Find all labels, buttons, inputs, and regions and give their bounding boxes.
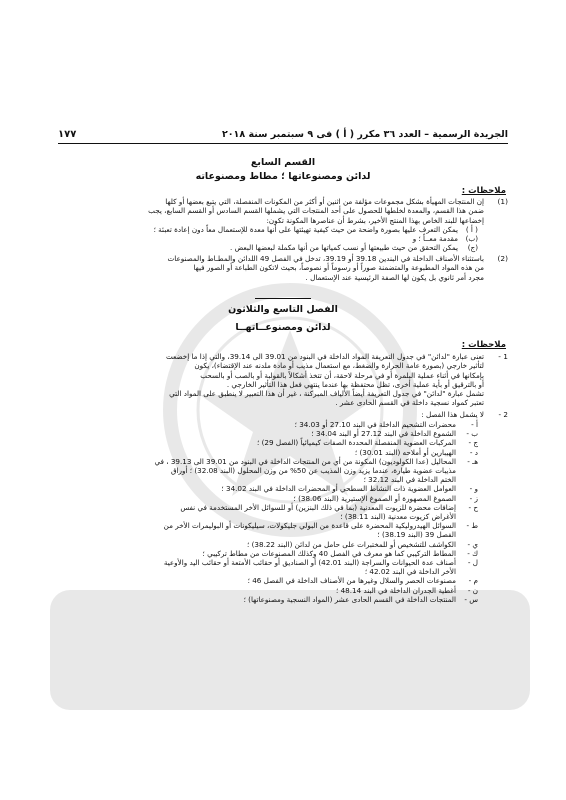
exclusion-item-text: الختم الداخلة في البند 32.12 ؛ — [363, 475, 456, 485]
chapter-note-1-line: تشمل عبارة "لدائن" في جدول التعريفة أيضاً الألياف المبركنة ، غير أن هذا التعبير لا ينطبق على المواد التي — [169, 389, 484, 399]
section-note-2-line: باستثناء الأصناف الداخلة في البندين 39.18 أو 39.19، تدخل في الفصل 49 اللدائن والمطـاط والمصنوعات — [167, 254, 484, 263]
exclusion-item-text: إضافات محضرة للزيوت المعدنية (بما في ذلك البنزين) أو للسوائل الأخر المستخدمة في نفس — [180, 502, 456, 512]
exclusion-item-label: ح - — [468, 502, 478, 512]
section-sub-b-label: (ب) — [465, 234, 478, 243]
exclusion-item-label: هـ - — [467, 456, 478, 466]
section-note-1-number: (1) — [497, 197, 508, 206]
chapter-title: الفصل التاسع والثلاثون — [228, 304, 338, 315]
section-sub-b: مقدمة معــاً ؛ و — [412, 234, 458, 243]
exclusion-item-label: د - — [469, 447, 478, 457]
exclusion-item-text: محضرات التشحيم الداخلة في البند 27.10 أو 34.03 ؛ — [294, 420, 456, 429]
page-number: ١٧٧ — [58, 128, 77, 140]
section-sub-a: يمكن التعرف عليها بصورة واضحة من حيث كيفية تهيئتها على أنها معدة للإستعمال معاً دون إعادة تعبئة ؛ — [153, 225, 458, 234]
section-sub-a-label: ( أ ) — [465, 225, 478, 234]
section-title: القسم السابع — [250, 157, 316, 168]
section-sub-c: يمكن التحقق من حيث طبيعتها أو نسب كمياتها من أنها مكملة لبعضها البعض . — [230, 243, 458, 252]
chapter-note-1-line: تعنى عبارة "لدائن" في جدول التعريفة المواد الداخلة في البنود من 39.01 الى 39.14، والتي إذا ما إخضعت — [166, 352, 484, 361]
section-sub-c-label: (ج) — [467, 243, 478, 252]
section-note-1-line: إن المنتجات المهيأة بشكل مجموعات مؤلفة من اثنين أو أكثر من المكونات المنفصلة، التي يتبع بعضها أو كلها — [165, 197, 484, 206]
exclusion-item-label: أ - — [471, 420, 478, 429]
exclusion-item-label: م - — [468, 576, 478, 586]
header-rule — [58, 143, 508, 144]
exclusion-item-text: المنتجات الداخلة في القسم الحادى عشر (المواد النسجية ومصنوعاتها) ؛ — [243, 594, 456, 604]
divider-rule — [255, 298, 311, 299]
exclusion-item-text: أغطية الجدران الداخلة في البند 48.14 ؛ — [336, 585, 456, 595]
section-subtitle: لدائن ومصنوعاتها ؛ مطاط ومصنوعاته — [195, 171, 371, 182]
exclusion-item-text: المركبات العضوية المنفصلة المحددة الصفات كيميائياً (الفصل 29) ؛ — [257, 438, 456, 448]
section-note-2-line: مجرد أمر ثانوي بل يكون لها الصفة الرئيسية عند الإستعمال . — [305, 272, 484, 282]
exclusion-item-text: الهيبارين أو أملاحه (البند 30.01) ؛ — [354, 447, 456, 457]
exclusion-item-text: الشموع الداخلة في البند 27.12 أو البند 34.04 ؛ — [311, 429, 456, 439]
exclusion-item-text: السوائل الهيدروليكية المحضرة على قاعدة من البولي جليكولات، سيليكونات أو البوليمرات الأخر من — [163, 521, 456, 531]
exclusion-item-text: العوامل العضوية ذات النشاط السطحي أو المحضرات الداخلة في البند 34.02 ؛ — [221, 484, 456, 494]
exclusion-item-text: الأخر الداخلة في البند 42.02 ؛ — [364, 567, 456, 577]
chapter-note-1-line: بإمكانها في أثناء عملية البلمرة أو في مرحلة لاحقة، أن تتخذ أشكالاً بالقولبة أو بالصب أو بالسحب — [200, 370, 484, 380]
chapter-note-1-line: لتأثير خارجي (بصورة عامة الحرارة والضغط، مع استعمال مذيب أو مادة ملدنه عند الإقتضاء)، يكون — [194, 361, 484, 371]
section-notes-heading: ملاحظات : — [461, 186, 506, 196]
chapter-notes-heading: ملاحظات : — [461, 340, 506, 350]
exclusion-item-label: ب - — [466, 429, 478, 439]
section-note-1-line: ضمن هذا القسم، والمعدة لخلطها للحصول على أحد المنتجات التي يشملها القسم السادس أو القسم السابع، يجب — [148, 206, 484, 216]
exclusion-item-label: ن - — [467, 585, 478, 595]
exclusion-item-label: س - — [464, 594, 478, 604]
chapter-note-2-intro: لا يشمل هذا الفصل : — [421, 410, 484, 419]
chapter-note-2-number: 2 - — [498, 410, 508, 419]
exclusion-item-text: مذيبات عضوية طيارة، عندما يزيد وزن المذيب عن 50% من وزن المحلول (البند 32.08) ؛ أوراق — [170, 466, 456, 475]
exclusion-item-label: ج - — [468, 438, 478, 448]
chapter-note-1-number: 1 - — [498, 352, 508, 361]
page-header — [58, 127, 508, 141]
exclusion-item-label: ي - — [467, 539, 478, 549]
exclusion-item-text: الأغراض كزيوت معدنية (البند 38.11) ؛ — [340, 512, 456, 521]
section-note-2 — [60, 254, 506, 282]
exclusion-item-text: الصموغ المصهورة أو الصموغ الإستيرية (البند 38.06) ؛ — [293, 493, 456, 503]
exclusion-item-label: ك - — [467, 548, 478, 558]
exclusion-item-label: ط - — [466, 521, 478, 531]
exclusion-item-text: المحاليل (عدا الكولوديون) المكونة من أي من المنتجات الداخلة في البنود من 39.01 الى 39.13 ، في — [154, 456, 456, 466]
exclusion-item-text: الكواشف للتشخيص أو للمختبرات على حامل من لدائن (البند 38.22) ؛ — [247, 539, 456, 549]
section-note-2-number: (2) — [497, 254, 508, 263]
exclusion-item-label: و - — [469, 484, 478, 494]
exclusion-item-label: ل - — [467, 558, 478, 567]
chapter-note-1-line: تعتبر كمواد نسجية داخلة في القسم الحادى عشر . — [335, 398, 484, 408]
exclusion-item-text: أصناف عدة الحيوانات والسراجة (البند 42.01) أو الصناديق أو حقائب الأمتعة أو حقائب اليد والأوعية — [163, 558, 456, 567]
exclusion-item-text: المطاط التركيبي كما هو معرف في الفصل 40 وكذلك المصنوعات من مطاط تركيبي ؛ — [202, 548, 456, 558]
section-note-2-line: من هذه المواد المطبوعة والمتضمنة صوراً أو رسوماً أو نصوصاً، بحيث لاتكون الطباعة أو الصور فيها — [193, 263, 484, 273]
gazette-title: الجريدة الرسمية – العدد ٣٦ مكرر ( أ ) فى ٩ سبتمبر سنة ٢٠١٨ — [221, 128, 508, 140]
exclusion-item-text: مصنوعات الحصر والسلال وغيرها من الأصناف الداخلة في الفصل 46 ؛ — [247, 576, 456, 586]
chapter-subtitle: لدائن ومصنوعــاتهــا — [235, 322, 331, 333]
chapter-note-1-line: أو بالترقيق أو بأية عملية أخرى، تظل محتفظة بها عندما ينتهي فعل هذا التأثير الخارجي . — [226, 379, 484, 389]
exclusion-item-label: ز - — [469, 493, 478, 503]
chapter-note-1 — [60, 352, 506, 408]
section-note-1 — [60, 197, 506, 225]
exclusion-item-text: الفصل 39 (البند 38.19) ؛ — [377, 530, 456, 540]
section-note-1-line: إخضاعها للبند الخاص بهذا المنتج الأخير، بشرط أن عناصرها المكونة تكون: — [266, 215, 484, 225]
